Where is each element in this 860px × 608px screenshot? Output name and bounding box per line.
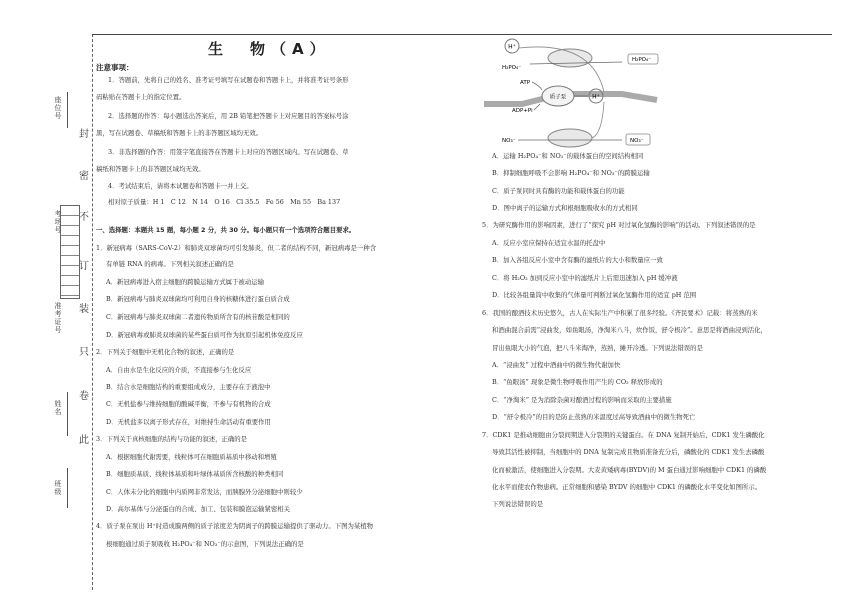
- adp-label: ADP+Pi: [512, 108, 533, 114]
- option-line: C．将 H₂O₂ 加到反应小室中的滤纸片上后需迅速加入 pH 缓冲液: [492, 274, 678, 282]
- notice-line: 码粘贴在答题卡上的指定位置。: [96, 93, 186, 101]
- question-line: 6．我国的酿酒技术历史悠久，古人在实际生产中积累了很多经验。《齐民要术》记载：将蒸熟的米: [482, 309, 758, 317]
- option-line: B．加入各组反应小室中含有酶的滤纸片的大小和数量应一致: [492, 256, 663, 264]
- question-line: 化而被激活，使细胞进入分裂期。大麦黄矮病毒(BYDV)的 M 蛋白通过影响细胞中 CDK1 的磷酸: [492, 466, 767, 474]
- option-line: D．“舒令极冷”的目的是防止蒸熟的米温度过高导致酒曲中的微生物死亡: [492, 413, 696, 421]
- question-line: 5．为研究酶作用的影响因素，进行了“探究 pH 对过氧化氢酶的影响”的活动。下列叙述错误的是: [482, 221, 756, 229]
- option-line: A．“浸曲发” 过程中酒曲中的微生物代谢加快: [492, 361, 621, 369]
- exam-room-label: 考 场 号: [54, 210, 62, 234]
- option-line: C．质子泵同时具有酶的功能和载体蛋白的功能: [492, 187, 625, 195]
- cut-char-5: 装: [79, 304, 89, 315]
- page-title: 生 物（A）: [208, 40, 331, 58]
- cut-char-7: 卷: [79, 391, 89, 402]
- question-line: 下列说法错误的是: [492, 500, 544, 508]
- exam-id-box: [60, 205, 80, 299]
- option-line: C．无机盐参与维持细胞的酸碱平衡，不参与有机物的合成: [106, 400, 271, 408]
- seat-underline: [67, 92, 68, 128]
- proton-pump-label: 质子泵: [549, 94, 567, 101]
- question-line: 2．下列关于细胞中无机化合物的叙述，正确的是: [96, 348, 235, 356]
- h2po4-left-label: H₂PO₄⁻: [502, 65, 522, 71]
- class-label: 班 级: [54, 480, 62, 496]
- notice-line: 黑，写在试题卷、草稿纸和答题卡上的非答题区域均无效。: [96, 129, 263, 137]
- section-title: 一、选择题：本题共 15 题，每小题 2 分，共 30 分。每小题只有一个选项符合题目要求。: [96, 226, 356, 234]
- proton-pump-diagram: [482, 34, 682, 156]
- cut-char-6: 只: [79, 347, 89, 358]
- option-line: A．根据细胞代谢需要，线粒体可在细胞质基质中移动和增殖: [106, 453, 277, 461]
- option-line: B．“鱼眼汤” 现象是微生物呼吸作用产生的 CO₂ 释放形成的: [492, 378, 663, 386]
- seat-label: 座 位 号: [54, 96, 62, 120]
- option-line: A．自由水是生化反应的介质，不直接参与生化反应: [106, 366, 252, 374]
- option-line: D．新冠病毒或肺炎双球菌的某些蛋白质可作为抗原引起机体免疫反应: [106, 331, 303, 339]
- notice-line: 1．答题前，先将自己的姓名、准考证号填写在试题卷和答题卡上，并将准考证号条形: [108, 76, 349, 84]
- atp-arrow: [532, 82, 542, 90]
- cut-char-4: 订: [79, 261, 89, 272]
- question-line: 化水平而使农作物患病。正常细胞和感染 BYDV 的细胞中 CDK1 的磷酸化水平变化如图所示。: [492, 483, 762, 491]
- question-line: 有单链 RNA 的病毒。下列相关叙述正确的是: [106, 260, 234, 268]
- name-underline: [67, 392, 68, 436]
- atp-label: ATP: [520, 80, 531, 86]
- option-line: D．图中离子的运输方式和根细胞吸收水的方式相同: [492, 204, 638, 212]
- option-line: D．比较各组量筒中收集的气体量可判断过氧化氢酶作用的适宜 pH 范围: [492, 291, 697, 299]
- question-line: 和酒曲混合前需“浸曲发，如鱼眼汤，净淘米八斗，炊作饭，舒令极冷”。意思是将酒曲浸到活化，: [492, 326, 767, 334]
- no3-right-label: NO₃⁻: [630, 138, 644, 144]
- cut-char-3: 不: [79, 212, 89, 223]
- cut-char-1: 封: [79, 129, 89, 140]
- question-line: 3．下列关于真核细胞的结构与功能的叙述，正确的是: [96, 435, 248, 443]
- cut-char-2: 密: [79, 171, 89, 182]
- option-line: A．新冠病毒进入宿主细胞的跨膜运输方式属于被动运输: [106, 278, 264, 286]
- binding-cut-line: [92, 34, 93, 590]
- name-label: 姓 名: [54, 400, 62, 416]
- option-line: D．无机盐多以离子形式存在，对维持生命活动有重要作用: [106, 418, 271, 426]
- option-line: B．结合水是细胞结构的重要组成成分，主要存在于液泡中: [106, 383, 271, 391]
- option-line: D．高尔基体与分泌蛋白的合成、加工、包装和膜泡运输紧密相关: [106, 505, 291, 513]
- notice-title: 注意事项：: [96, 63, 134, 72]
- cut-char-8: 此: [79, 435, 89, 446]
- question-line: 根细胞通过质子泵吸收 H₂PO₄⁻和 NO₃⁻的示意图，下列说法正确的是: [106, 540, 304, 548]
- option-line: C．人体未分化的细胞中内质网非常发达，而胰腺外分泌细胞中则较少: [106, 488, 303, 496]
- question-line: 4．质子泵在泵出 H⁺时造成膜两侧的质子浓度差为阴离子的跨膜运输提供了驱动力。下图为某植物: [96, 522, 374, 530]
- question-line: 导致其活性被抑制，当细胞中的 DNA 复制完成且物质准备充分后，磷酸化的 CDK1 发生去磷酸: [492, 448, 765, 456]
- class-underline: [67, 468, 68, 508]
- h2po4-right-label: H₂PO₄⁻: [632, 57, 652, 63]
- notice-line: 2．选择题的作答：每小题选出答案后，用 2B 铅笔把答题卡上对应题目的答案标号涂: [108, 112, 349, 120]
- exam-id-label: 准 考 证 号: [54, 302, 62, 334]
- atomic-mass-line: 相对原子质量：H 1 C 12 N 14 O 16 Cl 35.5 Fe 56 Mn 55 Ba 137: [108, 198, 341, 206]
- no3-left-label: NO₃⁻: [502, 138, 516, 144]
- carrier-protein-bottom: [548, 129, 592, 147]
- notice-line: 稿纸和答题卡上的非答题区域均无效。: [96, 165, 205, 173]
- notice-line: 3．非选择题的作答：用签字笔直接答在答题卡上对应的答题区域内。写在试题卷、草: [108, 148, 349, 156]
- option-line: C．新冠病毒与肺炎双球菌二者遗传物质所含有的核苷酸是相同的: [106, 313, 290, 321]
- option-line: A．反应小室应保持在适宜水温的托盘中: [492, 239, 606, 247]
- adp-arrow: [534, 104, 540, 110]
- option-line: B．抑制细胞呼吸不会影响 H₂PO₄⁻和 NO₃⁻的跨膜运输: [492, 169, 650, 177]
- question-line: 冒出鱼眼大小的气泡，把八斗米淘净，蒸熟，摊开冷透。下列说法错误的是: [492, 344, 703, 352]
- notice-line: 4．考试结束后，请将本试题卷和答题卡一并上交。: [108, 182, 253, 190]
- top-rule: [92, 34, 832, 35]
- option-line: C．“净淘米” 是为消除杂菌对酿酒过程的影响而采取的主要措施: [492, 396, 672, 404]
- option-line: B．新冠病毒与肺炎双球菌均可利用自身的核糖体进行蛋白质合成: [106, 295, 290, 303]
- question-line: 1．新冠病毒（SARS-CoV-2）和肺炎双球菌均可引发肺炎，但二者的结构不同，新冠病毒是一种含: [96, 244, 377, 252]
- question-line: 7．CDK1 是推动细胞由分裂间期进入分裂期的关键蛋白。在 DNA 复制开始后，CDK1 发生磷酸化: [482, 431, 765, 439]
- h-outside-label: H⁺: [508, 43, 516, 51]
- h-inside-label: H⁺: [592, 93, 600, 101]
- option-line: A．运输 H₂PO₄⁻和 NO₃⁻的载体蛋白的空间结构相同: [492, 152, 644, 160]
- h-return-path-bottom: [592, 102, 604, 138]
- option-line: B．细胞质基质、线粒体基质和叶绿体基质所含核酸的种类相同: [106, 470, 284, 478]
